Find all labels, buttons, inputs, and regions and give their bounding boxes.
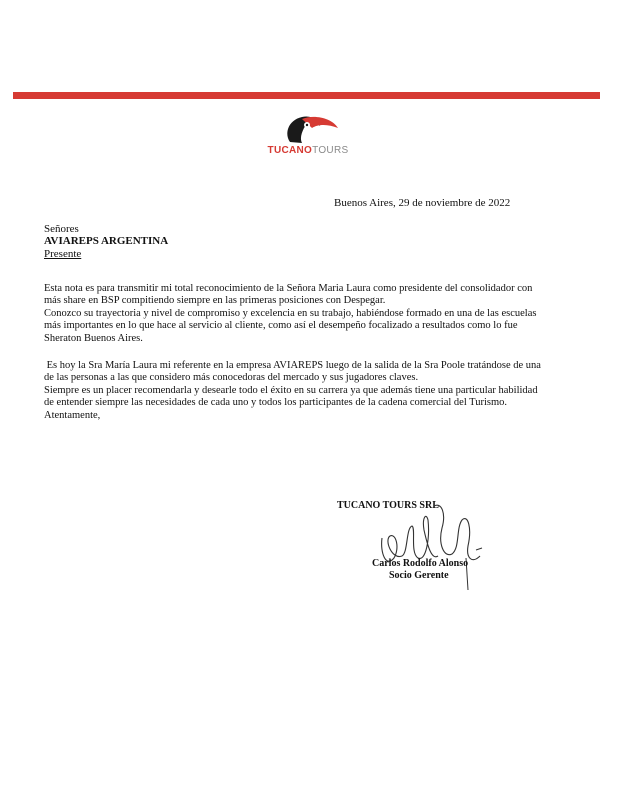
salutation: Señores xyxy=(44,223,79,235)
paragraph-line: de las personas a las que considero más conocedoras del mercado y sus jugadores claves. xyxy=(44,372,419,384)
logo-text xyxy=(258,145,358,156)
paragraph-1 xyxy=(44,283,584,345)
paragraph-line: Siempre es un placer recomendarla y desearle todo el éxito en su carrera ya que además tiene una particular habilidad xyxy=(44,384,538,396)
paragraph-line: más importantes en lo que hace al servicio al cliente, como así el desempeño focalizado a resultados como lo fue xyxy=(44,320,518,332)
signature-name: Carlos Rodolfo Alonso xyxy=(372,558,469,569)
closing: Atentamente, xyxy=(44,409,101,421)
signature-role: Socio Gerente xyxy=(389,570,449,581)
paragraph-line: más share en BSP compitiendo siempre en las primeras posiciones con Despegar. xyxy=(44,295,386,307)
letter-date: Buenos Aires, 29 de noviembre de 2022 xyxy=(334,197,511,209)
paragraph-line: Esta nota es para transmitir mi total reconocimiento de la Señora Maria Laura como presidente del consolidador con xyxy=(44,283,533,294)
header-red-bar xyxy=(13,92,600,99)
toucan-logo-icon xyxy=(278,112,342,146)
paragraph-line: Conozco su trayectoria y nivel de compromiso y excelencia en su trabajo, habiéndose formado en una de las escuelas xyxy=(44,307,537,319)
signature-company: TUCANO TOURS SRL xyxy=(337,500,439,511)
paragraph-line: de entender siempre las necesidades de cada uno y todos los participantes de la cadena comercial del Turismo. xyxy=(44,397,508,409)
logo-text-tours: TOURS xyxy=(312,145,349,156)
logo-text-tucano: TUCANO xyxy=(267,145,313,156)
company-logo xyxy=(258,112,368,158)
recipient: AVIAREPS ARGENTINA xyxy=(44,235,169,247)
paragraph-line: Sheraton Buenos Aires. xyxy=(44,332,143,344)
paragraph-2 xyxy=(44,360,584,422)
paragraph-line: Es hoy la Sra María Laura mi referente en la empresa AVIAREPS luego de la salida de la Sra Poole tratándose de una xyxy=(44,360,541,371)
presente-line: Presente xyxy=(44,248,82,260)
